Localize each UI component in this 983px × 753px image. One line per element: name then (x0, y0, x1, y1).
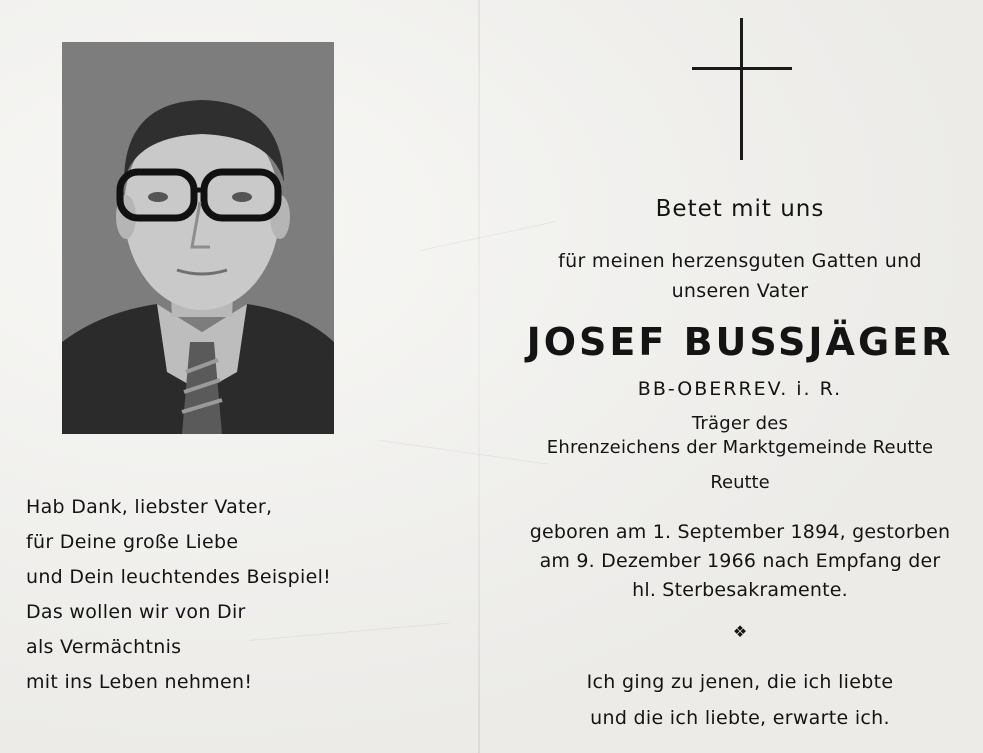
honor-text (520, 412, 960, 460)
verse-line: als Vermächtnis (26, 636, 182, 658)
verse-line: Das wollen wir von Dir (26, 601, 246, 623)
dates-line: hl. Sterbesakramente. (632, 579, 848, 601)
dedication-line: unseren Vater (671, 280, 809, 302)
portrait-icon (62, 42, 334, 434)
cross-icon (740, 18, 743, 160)
place: Reutte (710, 472, 770, 493)
verse-line: und Dein leuchtendes Beispiel! (26, 566, 332, 588)
portrait-photo (62, 42, 334, 434)
honor-line: Ehrenzeichens der Marktgemeinde Reutte (546, 437, 934, 458)
verse-line: für Deine große Liebe (26, 531, 239, 553)
rank-title: BB-OBERREV. i. R. (637, 378, 843, 400)
deceased-name: JOSEF BUSSJÄGER (526, 320, 954, 364)
dedication-line: für meinen herzensguten Gatten und (558, 250, 922, 272)
honor-line: Träger des (691, 413, 789, 434)
dedication (520, 246, 960, 306)
verse-line: mit ins Leben nehmen! (26, 671, 253, 693)
closing-line: Ich ging zu jenen, die ich liebte (586, 671, 894, 693)
dates-line: geboren am 1. September 1894, gestorben (529, 521, 951, 543)
dates-line: am 9. Dezember 1966 nach Empfang der (539, 550, 941, 572)
verse-line: Hab Dank, liebster Vater, (26, 496, 273, 518)
center-fold (478, 0, 480, 753)
ornament-icon: ❖ (732, 622, 748, 641)
closing-verse (520, 664, 960, 736)
closing-line: und die ich liebte, erwarte ich. (590, 707, 890, 729)
cross-icon-bar (692, 67, 792, 70)
left-verse (26, 490, 386, 700)
prayer-heading: Betet mit uns (655, 196, 825, 222)
life-dates (520, 518, 960, 605)
